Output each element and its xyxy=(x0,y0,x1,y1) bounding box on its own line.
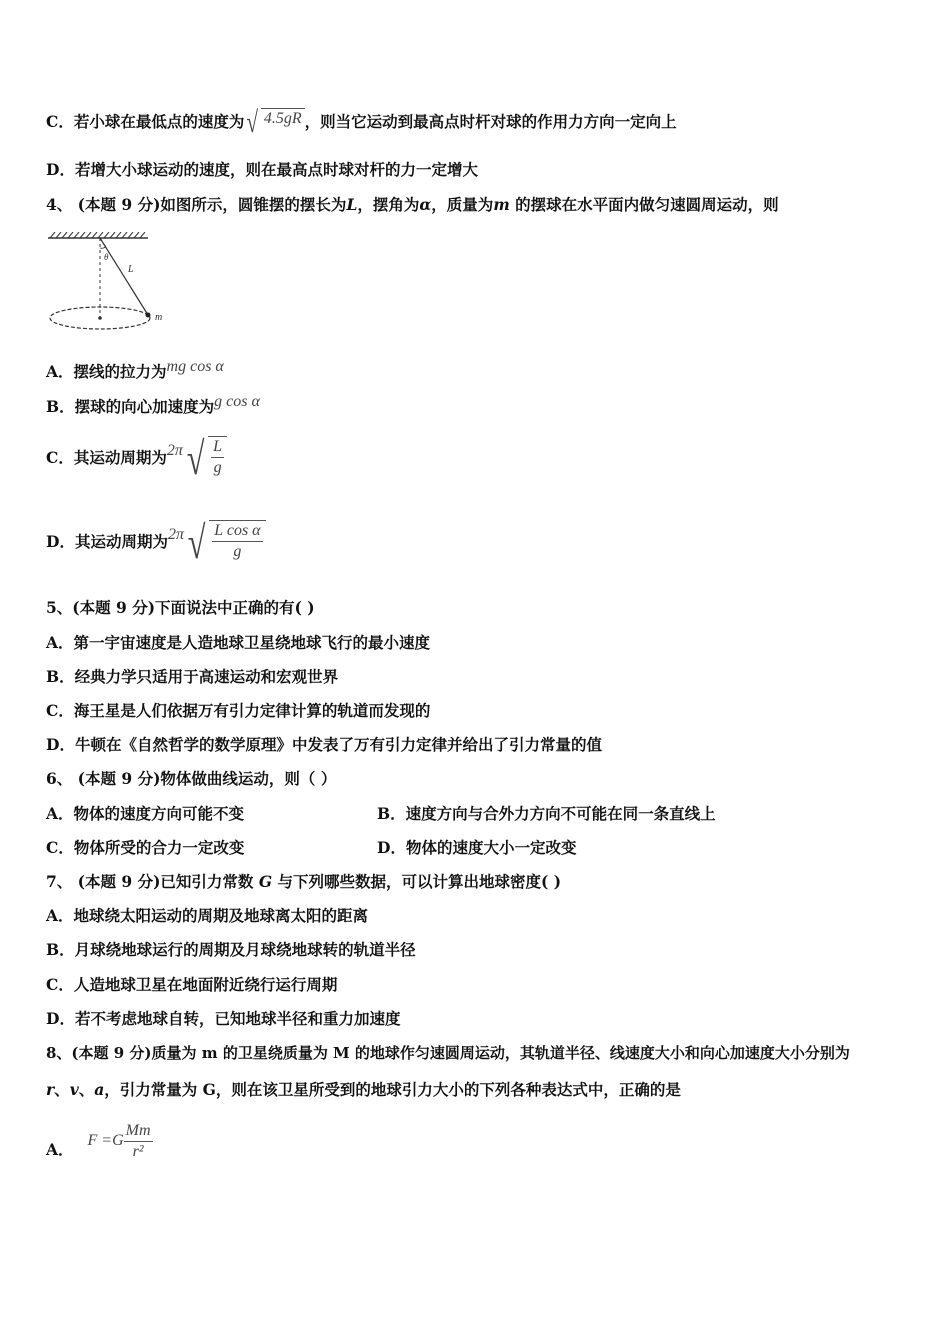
pendulum-string xyxy=(100,238,148,315)
option-label: D． xyxy=(46,532,75,551)
q6-stem: 6、 (本题 9 分)物体做曲线运动，则（ ） xyxy=(46,769,337,788)
coefficient: 2π xyxy=(167,526,184,543)
q7-stem xyxy=(46,872,561,892)
option-expression: g cos α xyxy=(214,393,260,410)
numerator: L xyxy=(211,437,224,458)
denominator: r² xyxy=(132,1142,144,1160)
q7-option-c: C．人造地球卫星在地面附近绕行运行周期 xyxy=(46,975,338,994)
option-text: 若小球在最低点的速度为 xyxy=(73,112,245,131)
option-text: 其运动周期为 xyxy=(74,532,168,551)
var-a: a xyxy=(94,1080,105,1099)
fraction xyxy=(124,1121,153,1162)
q5-stem: 5、(本题 9 分)下面说法中正确的有( ) xyxy=(46,598,315,617)
option-label: C． xyxy=(46,112,74,131)
q5-option-b: B．经典力学只适用于高速运动和宏观世界 xyxy=(46,667,339,686)
option-label: A． xyxy=(46,1140,74,1159)
conical-pendulum-figure xyxy=(46,232,176,337)
q7-option-d: D．若不考虑地球自转，已知地球半径和重力加速度 xyxy=(46,1009,401,1028)
q5-option-d: D．牛顿在《自然哲学的数学原理》中发表了万有引力定律并给出了引力常量的值 xyxy=(46,735,602,754)
sqrt-expression xyxy=(184,517,266,568)
radical-sign-icon: √ xyxy=(187,517,206,568)
q8-option-a xyxy=(46,1118,153,1163)
fraction xyxy=(208,436,227,482)
option-text: 摆线的拉力为 xyxy=(73,362,167,381)
stem-part: 4、 (本题 9 分)如图所示，圆锥摆的摆长为 xyxy=(46,195,347,214)
stem-part: 与下列哪些数据，可以计算出地球密度( ) xyxy=(272,872,562,891)
denominator: g xyxy=(233,543,242,560)
length-label: L xyxy=(128,264,134,275)
q3-option-c xyxy=(46,108,677,138)
pendulum-bob xyxy=(146,313,151,318)
var-v: v xyxy=(69,1080,79,1099)
q4-stem xyxy=(46,195,779,215)
q4-option-a xyxy=(46,358,224,383)
radical-sign-icon: √ xyxy=(246,106,259,139)
var-g: G xyxy=(258,872,273,891)
formula-lhs: F =G xyxy=(87,1132,124,1149)
option-text: 摆球的向心加速度为 xyxy=(74,397,215,416)
sqrt-expression xyxy=(244,108,304,138)
q4-option-c xyxy=(46,433,227,484)
option-text: 若增大小球运动的速度，则在最高点时球对杆的力一定增大 xyxy=(74,160,478,179)
denominator: g xyxy=(213,459,222,476)
q4-option-b xyxy=(46,393,260,418)
var-l: L xyxy=(346,195,358,214)
option-text: 其运动周期为 xyxy=(73,448,167,467)
stem-part: ，摆角为 xyxy=(357,195,420,214)
fraction xyxy=(209,520,265,566)
coefficient: 2π xyxy=(166,442,183,459)
option-text-after: ，则当它运动到最高点时杆对球的作用力方向一定向上 xyxy=(304,112,677,131)
stem-part: ，引力常量为 G，则在该卫星所受到的地球引力大小的下列各种表达式中，正确的是 xyxy=(104,1080,681,1099)
option-label: B． xyxy=(46,397,75,416)
stem-part: 的摆球在水平面内做匀速圆周运动，则 xyxy=(509,195,779,214)
option-label: D． xyxy=(46,160,75,179)
q6-option-d: D．物体的速度大小一定改变 xyxy=(377,838,577,857)
q7-option-a: A．地球绕太阳运动的周期及地球离太阳的距离 xyxy=(46,906,369,925)
angle-label: θ xyxy=(104,252,109,262)
ceiling-hatch-icon xyxy=(50,232,145,238)
q7-option-b: B．月球绕地球运行的周期及月球绕地球转的轨道半径 xyxy=(46,940,416,959)
q3-option-d xyxy=(46,160,478,180)
q6-option-a: A．物体的速度方向可能不变 xyxy=(46,804,245,823)
q8-stem-line1: 8、(本题 9 分)质量为 m 的卫星绕质量为 M 的地球作匀速圆周运动，其轨道半径、线速度大小和向心加速度大小分别为 xyxy=(46,1044,850,1062)
radicand: 4.5gR xyxy=(261,108,305,138)
circle-center-dot xyxy=(98,316,102,320)
option-label: C． xyxy=(46,448,74,467)
option-label: A． xyxy=(46,362,74,381)
numerator: Mm xyxy=(124,1121,153,1142)
stem-part: ，质量为 xyxy=(431,195,494,214)
q4-option-d xyxy=(46,517,266,568)
radical-sign-icon: √ xyxy=(186,433,205,484)
q5-option-a: A．第一宇宙速度是人造地球卫星绕地球飞行的最小速度 xyxy=(46,633,431,652)
q6-option-c: C．物体所受的合力一定改变 xyxy=(46,838,245,857)
sqrt-expression xyxy=(183,433,227,484)
q6-option-b: B．速度方向与合外力方向不可能在同一条直线上 xyxy=(377,804,716,823)
mass-label: m xyxy=(155,312,163,323)
stem-part: 7、 (本题 9 分)已知引力常数 xyxy=(46,872,259,891)
option-expression: mg cos α xyxy=(166,358,224,375)
q8-stem-line2: r、v、a，引力常量为 G，则在该卫星所受到的地球引力大小的下列各种表达式中，正确的是 xyxy=(46,1080,681,1099)
var-r: r xyxy=(46,1080,55,1099)
numerator: L cos α xyxy=(212,521,262,542)
var-alpha: α xyxy=(419,195,432,214)
var-m: m xyxy=(493,195,510,214)
q5-option-c: C．海王星是人们依据万有引力定律计算的轨道而发现的 xyxy=(46,701,431,720)
